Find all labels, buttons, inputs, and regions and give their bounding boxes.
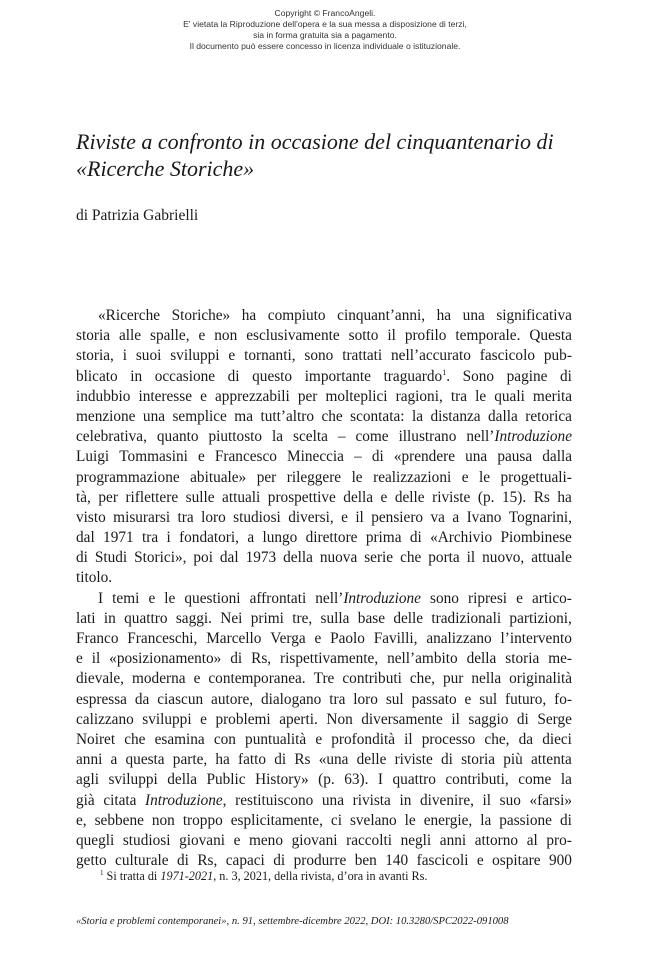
body-line: agli sviluppi della Public History» (p. 63). I quattro contributi, come la (76, 771, 572, 789)
footnote (100, 868, 427, 884)
body-line: blicato in occasione di questo importante traguardo$^1$. Sono pagine di (76, 367, 572, 385)
article-author: di Patrizia Gabrielli (76, 207, 199, 224)
copyright-line: E' vietata la Riproduzione dell'opera e la sua messa a disposizione di terzi, (183, 19, 467, 29)
body-line: dievale, moderna e contemporanea. Tre contributi che, pur nella originalità (76, 670, 572, 688)
body-line: calizzano sviluppi e problemi aperti. Non diversamente il saggio di Serge (76, 710, 572, 728)
article-title: Riviste a confronto in occasione del cinquantenario di «Ricerche Storiche» (76, 129, 554, 181)
body-line: storia, i suoi sviluppi e tornanti, sono trattati nell’accurato fascicolo pub- (76, 347, 572, 365)
body-line: anni a questa parte, ha fatto di Rs «una delle riviste di storia più attenta (76, 751, 572, 769)
body-line: indubbio interesse e apprezzabili per molteplici ragioni, tra le quali merita (76, 387, 572, 405)
body-line: «Ricerche Storiche» ha compiuto cinquant’anni, ha una significativa (98, 307, 572, 324)
body-line: e il «posizionamento» di Rs, rispettivamente, nell’ambito della storia me- (76, 650, 572, 668)
footnote-marker: 1 (100, 868, 104, 877)
footnote-text: Si tratta di 1971-2021, n. 3, 2021, della rivista, d’ora in avanti Rs. (106, 869, 428, 883)
body-line: già citata Introduzione, restituiscono una rivista in divenire, il suo «farsi» (76, 791, 572, 809)
body-line: lati in quattro saggi. Nei primi tre, sulla base delle tradizionali partizioni, (76, 609, 572, 627)
article-body (76, 306, 572, 871)
body-line: espressa da ciascun autore, dialogano tra loro sul passato e sul futuro, fo- (76, 690, 572, 708)
body-line: dal 1971 tra i fondatori, a lungo direttore prima di «Archivio Piombinese (76, 529, 572, 547)
copyright-line: Il documento può essere concesso in licenza individuale o istituzionale. (189, 41, 461, 51)
body-line: programmazione abituale» per rileggere le realizzazioni e le progettuali- (76, 468, 572, 486)
journal-citation: «Storia e problemi contemporanei», n. 91, settembre-dicembre 2022, DOI: 10.3280/SPC2022-091008 (76, 916, 509, 927)
body-line: visto misurarsi tra loro studiosi diversi, e il pensiero va a Ivano Tognarini, (76, 508, 572, 526)
body-line: storia alle spalle, e non esclusivamente sotto il profilo temporale. Questa (76, 327, 572, 345)
body-line: tà, per riflettere sulle attuali prospettive della e delle riviste (p. 15). Rs ha (76, 488, 572, 506)
body-line: quegli studiosi giovani e meno giovani raccolti negli anni attorno al pro- (76, 831, 572, 849)
copyright-line: sia in forma gratuita sia a pagamento. (253, 30, 397, 40)
body-line: Franco Franceschi, Marcello Verga e Paolo Favilli, analizzano l’intervento (76, 630, 572, 647)
body-line: Luigi Tommasini e Francesco Mineccia – di «prendere una pausa dalla (76, 448, 572, 466)
body-line: getto culturale di Rs, capaci di produrre ben 140 fascicoli e ospitare 900 (76, 852, 572, 870)
copyright-notice (0, 8, 650, 52)
body-line: menzione una semplice ma tutt’altro che scontata: la distanza dalla retorica (76, 407, 572, 425)
body-line: di Studi Storici», poi dal 1973 della nuova serie che porta il nuovo, attuale (76, 549, 572, 567)
body-line: celebrativa, quanto piuttosto la scelta – come illustrano nell’Introduzione (76, 428, 572, 446)
body-line: titolo. (76, 569, 113, 587)
body-line: e, sebbene non troppo esplicitamente, ci svelano le energie, la passione di (76, 811, 572, 829)
body-line: I temi e le questioni affrontati nell’Introduzione sono ripresi e artico- (98, 589, 572, 607)
copyright-line: Copyright © FrancoAngeli. (274, 8, 376, 18)
body-line: Noiret che esamina con puntualità e profondità il processo che, da dieci (76, 730, 572, 748)
